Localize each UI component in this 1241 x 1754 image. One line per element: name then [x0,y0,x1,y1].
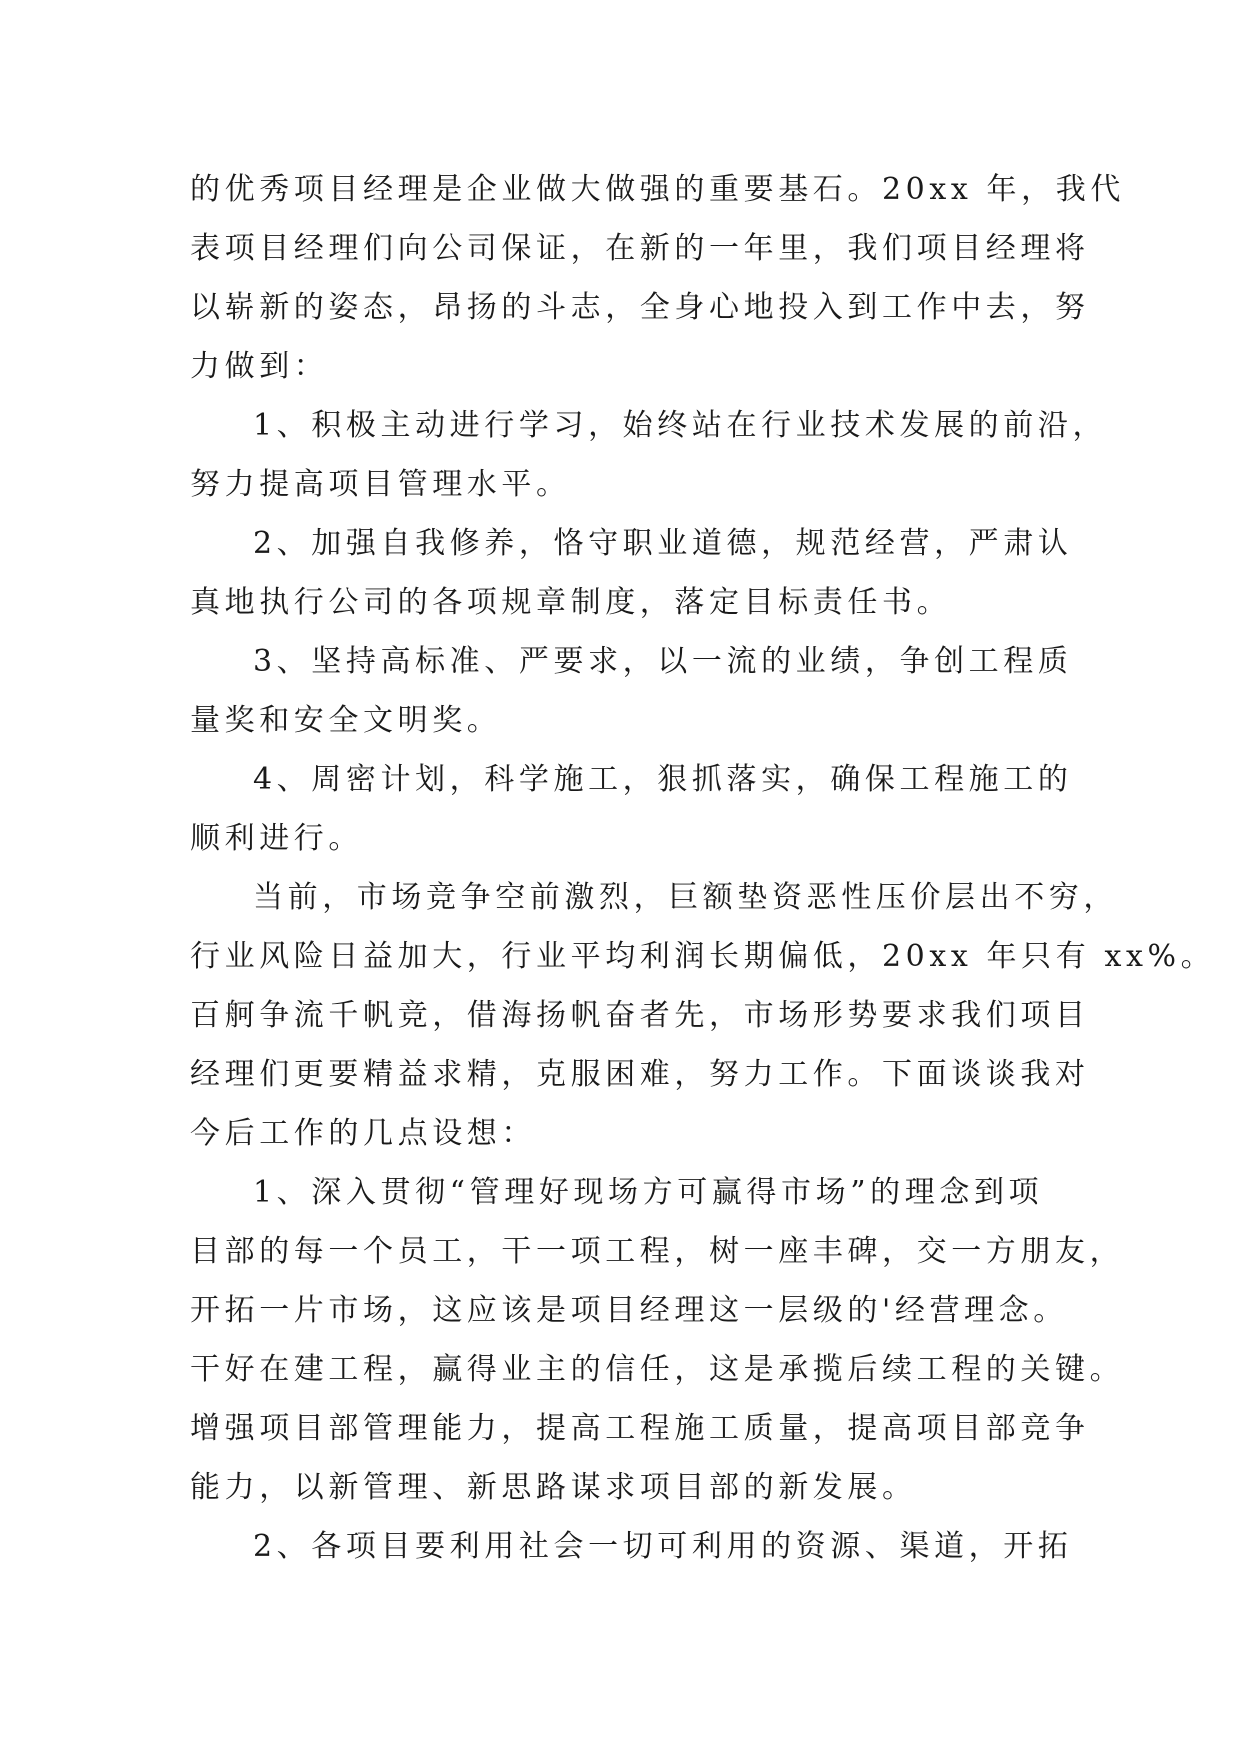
text-line: 4、周密计划，科学施工，狠抓落实，确保工程施工的 [253,762,1073,797]
text-line: 2、各项目要利用社会一切可利用的资源、渠道，开拓 [253,1529,1073,1564]
text-line: 1、深入贯彻“管理好现场方可赢得市场”的理念到项 [253,1175,1044,1210]
text-line: 干好在建工程，赢得业主的信任，这是承揽后续工程的关键。 [190,1352,1125,1387]
paragraph-pledge-1 [190,396,1108,514]
paragraph-plan-1 [190,1163,1125,1517]
text-line: 的优秀项目经理是企业做大做强的重要基石。20xx 年，我代 [190,172,1125,207]
text-line: 增强项目部管理能力，提高工程施工质量，提高项目部竞争 [190,1411,1090,1446]
text-line: 今后工作的几点设想： [190,1116,536,1151]
text-line: 3、坚持高标准、严要求，以一流的业绩，争创工程质 [253,644,1073,679]
text-line: 经理们更要精益求精，克服困难，努力工作。下面谈谈我对 [190,1057,1090,1092]
text-line: 百舸争流千帆竞，借海扬帆奋者先，市场形势要求我们项目 [190,998,1090,1033]
text-line: 以崭新的姿态，昂扬的斗志，全身心地投入到工作中去，努 [190,290,1090,325]
document-body [190,160,1216,1576]
text-line: 力做到： [190,349,329,384]
paragraph-opening [190,160,1125,396]
text-line: 能力，以新管理、新思路谋求项目部的新发展。 [190,1470,917,1505]
text-line: 2、加强自我修养，恪守职业道德，规范经营，严肃认 [253,526,1073,561]
paragraph-pledge-3 [190,632,1073,750]
text-line: 努力提高项目管理水平。 [190,467,571,502]
text-line: 行业风险日益加大，行业平均利润长期偏低，20xx 年只有 xx%。 [190,939,1216,974]
text-line: 顺利进行。 [190,821,363,856]
text-line: 目部的每一个员工，干一项工程，树一座丰碑，交一方朋友， [190,1234,1125,1269]
text-line: 开拓一片市场，这应该是项目经理这一层级的'经营理念。 [190,1293,1068,1328]
text-line: 1、积极主动进行学习，始终站在行业技术发展的前沿， [253,408,1108,443]
text-line: 真地执行公司的各项规章制度，落定目标责任书。 [190,585,952,620]
paragraph-pledge-4 [190,750,1073,868]
paragraph-pledge-2 [190,514,1073,632]
paragraph-market-situation [190,868,1216,1163]
text-line: 当前，市场竞争空前激烈，巨额垫资恶性压价层出不穷， [253,880,1118,915]
paragraph-plan-2 [190,1517,1073,1576]
text-line: 表项目经理们向公司保证，在新的一年里，我们项目经理将 [190,231,1090,266]
text-line: 量奖和安全文明奖。 [190,703,502,738]
